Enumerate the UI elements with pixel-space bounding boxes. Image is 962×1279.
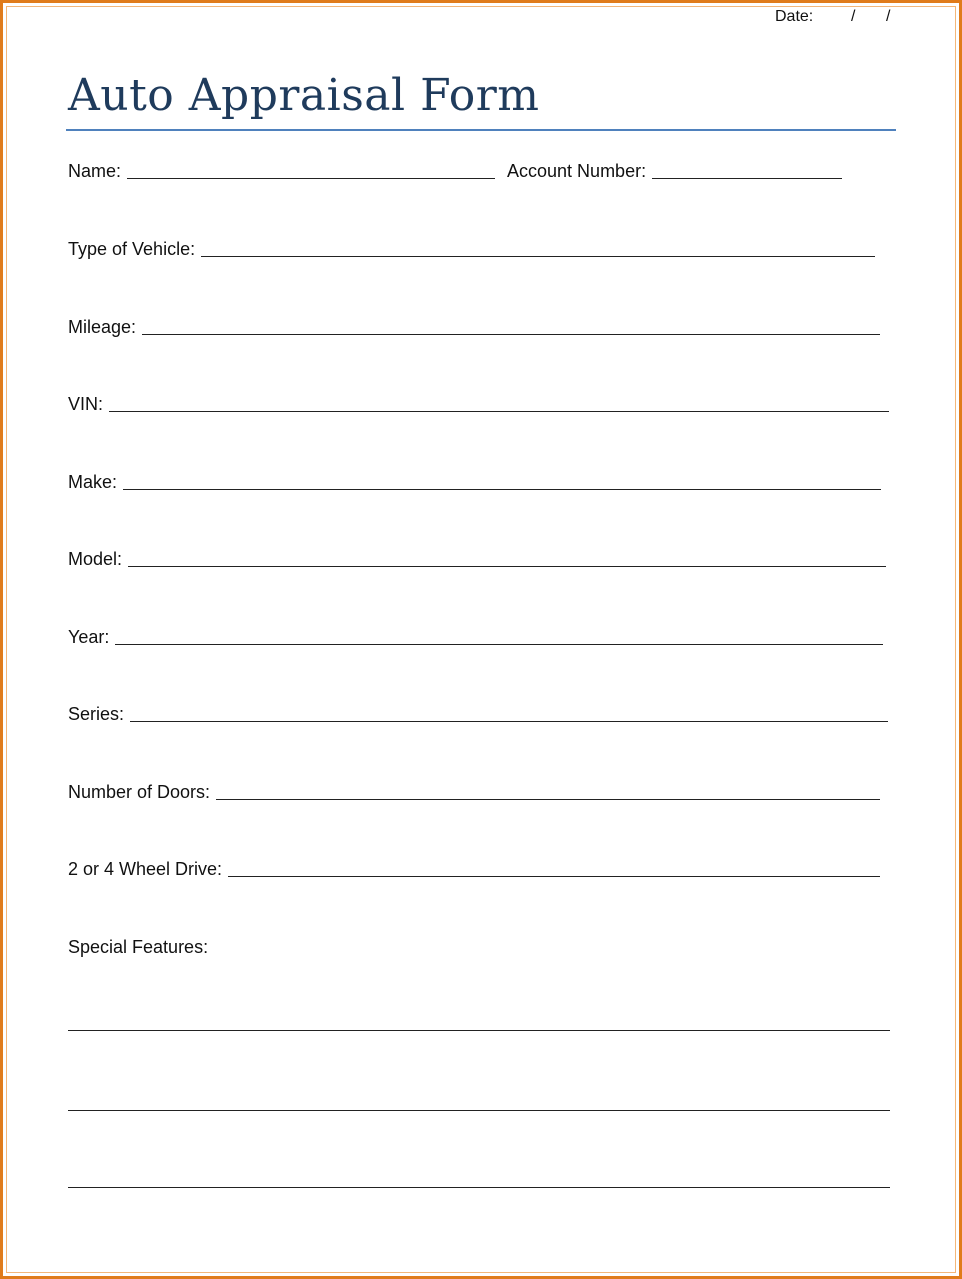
model-field[interactable]: [128, 550, 886, 567]
year-row: [68, 624, 883, 648]
vin-label: VIN:: [68, 394, 104, 414]
make-row: [68, 469, 881, 493]
name-label: Name:: [68, 161, 122, 181]
mileage-row: [68, 314, 880, 338]
type-of-vehicle-label: Type of Vehicle:: [68, 239, 196, 259]
number-of-doors-row: [68, 779, 880, 803]
special-features-line-2[interactable]: [68, 1110, 890, 1111]
special-features-row: [68, 934, 214, 958]
name-field[interactable]: [127, 162, 495, 179]
mileage-field[interactable]: [142, 318, 880, 335]
special-features-line-3[interactable]: [68, 1187, 890, 1188]
date-label: Date:: [775, 8, 814, 25]
date-row: [775, 8, 891, 26]
number-of-doors-label: Number of Doors:: [68, 782, 211, 802]
type-of-vehicle-field[interactable]: [201, 240, 875, 257]
wheel-drive-field[interactable]: [228, 860, 880, 877]
title-underline: [66, 129, 896, 131]
vin-field[interactable]: [109, 395, 889, 412]
mileage-label: Mileage:: [68, 317, 137, 337]
year-field[interactable]: [115, 628, 883, 645]
series-row: [68, 701, 888, 725]
account-number-label: Account Number:: [507, 161, 647, 181]
make-label: Make:: [68, 472, 118, 492]
model-label: Model:: [68, 549, 123, 569]
page-title: Auto Appraisal Form: [68, 70, 540, 121]
special-features-label: Special Features:: [68, 937, 209, 957]
account-number-field[interactable]: [652, 162, 842, 179]
series-label: Series:: [68, 704, 125, 724]
date-separator-1: /: [851, 8, 856, 25]
wheel-drive-label: 2 or 4 Wheel Drive:: [68, 859, 223, 879]
number-of-doors-field[interactable]: [216, 783, 880, 800]
type-of-vehicle-row: [68, 236, 875, 260]
wheel-drive-row: [68, 856, 880, 880]
date-separator-2: /: [886, 8, 891, 25]
name-field-row: [68, 158, 842, 182]
make-field[interactable]: [123, 473, 881, 490]
special-features-line-1[interactable]: [68, 1030, 890, 1031]
year-label: Year:: [68, 627, 110, 647]
series-field[interactable]: [130, 705, 888, 722]
model-row: [68, 546, 886, 570]
vin-row: [68, 391, 889, 415]
